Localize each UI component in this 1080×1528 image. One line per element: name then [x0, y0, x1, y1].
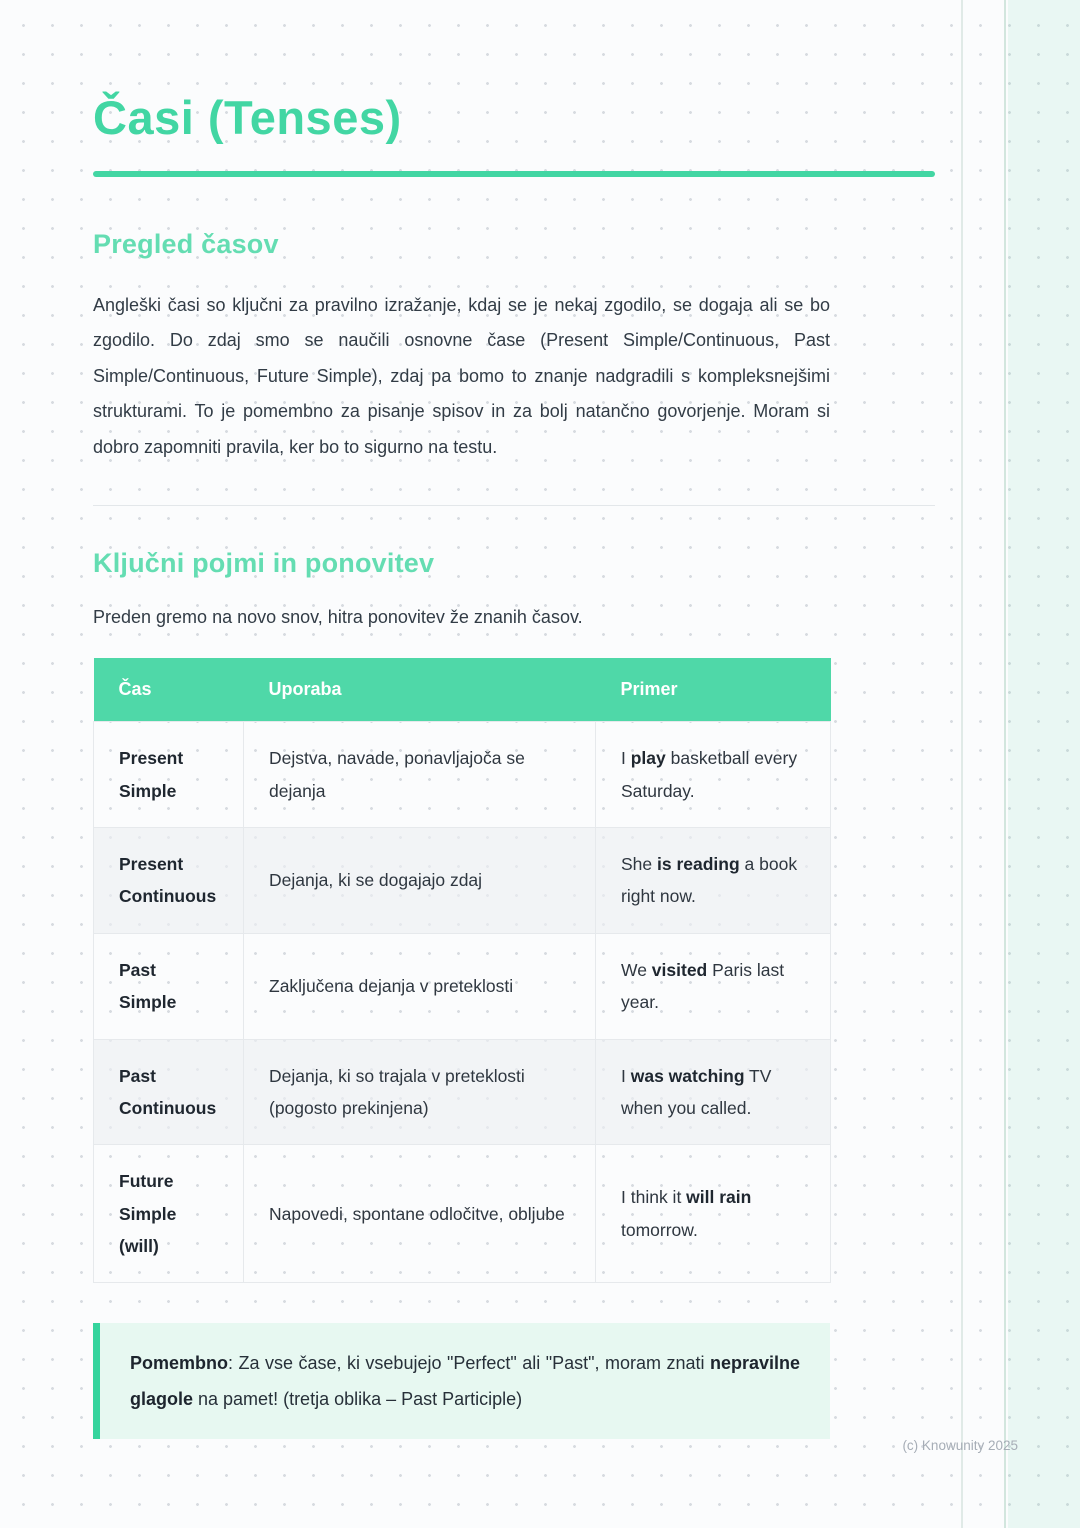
notes-page [93, 0, 935, 1439]
example-cell: She is reading a book right now. [596, 828, 831, 934]
title-divider [93, 171, 935, 177]
tense-cell: Present Simple [94, 722, 244, 828]
overview-paragraph: Angleški časi so ključni za pravilno izražanje, kdaj se je nekaj zgodilo, se dogaja ali se bo zgodilo. Do zdaj smo se naučili osnovne čase (Present Simple/Continuous, Past Simple/Continuous, Future Simple), zdaj pa bomo to znanje nadgradili s kompleksnejšimi strukturami. To je pomembno za pisanje spisov in za bolj natančno govorjenje. Moram si dobro zapomniti pravila, ker bo to sigurno na testu. [93, 295, 830, 457]
tense-cell: Future Simple (will) [94, 1145, 244, 1283]
tense-table [93, 658, 831, 1283]
example-cell: I was watching TV when you called. [596, 1039, 831, 1145]
usage-cell: Zaključena dejanja v preteklosti [244, 933, 596, 1039]
page-edge-band [1008, 0, 1080, 1528]
tense-table-body [94, 722, 831, 1283]
important-callout [93, 1323, 830, 1439]
header-cell-usage: Uporaba [244, 658, 596, 722]
callout-text: Pomembno: Za vse čase, ki vsebujejo "Perfect" ali "Past", moram znati nepravilne glagole na pamet! (tretja oblika – Past Participle) [130, 1353, 800, 1410]
table-row [94, 722, 831, 828]
tense-cell: Past Simple [94, 933, 244, 1039]
page-edge-line-outer [1004, 0, 1006, 1528]
usage-cell: Dejanja, ki so trajala v preteklosti (pogosto prekinjena) [244, 1039, 596, 1145]
table-header-row [94, 658, 831, 722]
copyright-watermark: (c) Knowunity 2025 [902, 1438, 1018, 1453]
section-heading-key-terms: Ključni pojmi in ponovitev [93, 548, 435, 579]
table-row [94, 828, 831, 934]
usage-cell: Napovedi, spontane odločitve, obljube [244, 1145, 596, 1283]
page-edge-line-inner [961, 0, 963, 1528]
usage-cell: Dejstva, navade, ponavljajoča se dejanja [244, 722, 596, 828]
page-title: Časi (Tenses) [93, 91, 402, 144]
tense-cell: Past Continuous [94, 1039, 244, 1145]
table-row [94, 1145, 831, 1283]
table-row [94, 933, 831, 1039]
table-row [94, 1039, 831, 1145]
section-divider [93, 505, 935, 506]
key-terms-intro: Preden gremo na novo snov, hitra ponovitev že znanih časov. [93, 607, 583, 628]
example-cell: I think it will rain tomorrow. [596, 1145, 831, 1283]
usage-cell: Dejanja, ki se dogajajo zdaj [244, 828, 596, 934]
tense-cell: Present Continuous [94, 828, 244, 934]
section-heading-overview: Pregled časov [93, 229, 279, 259]
example-cell: I play basketball every Saturday. [596, 722, 831, 828]
header-cell-tense: Čas [94, 658, 244, 722]
example-cell: We visited Paris last year. [596, 933, 831, 1039]
header-cell-example: Primer [596, 658, 831, 722]
